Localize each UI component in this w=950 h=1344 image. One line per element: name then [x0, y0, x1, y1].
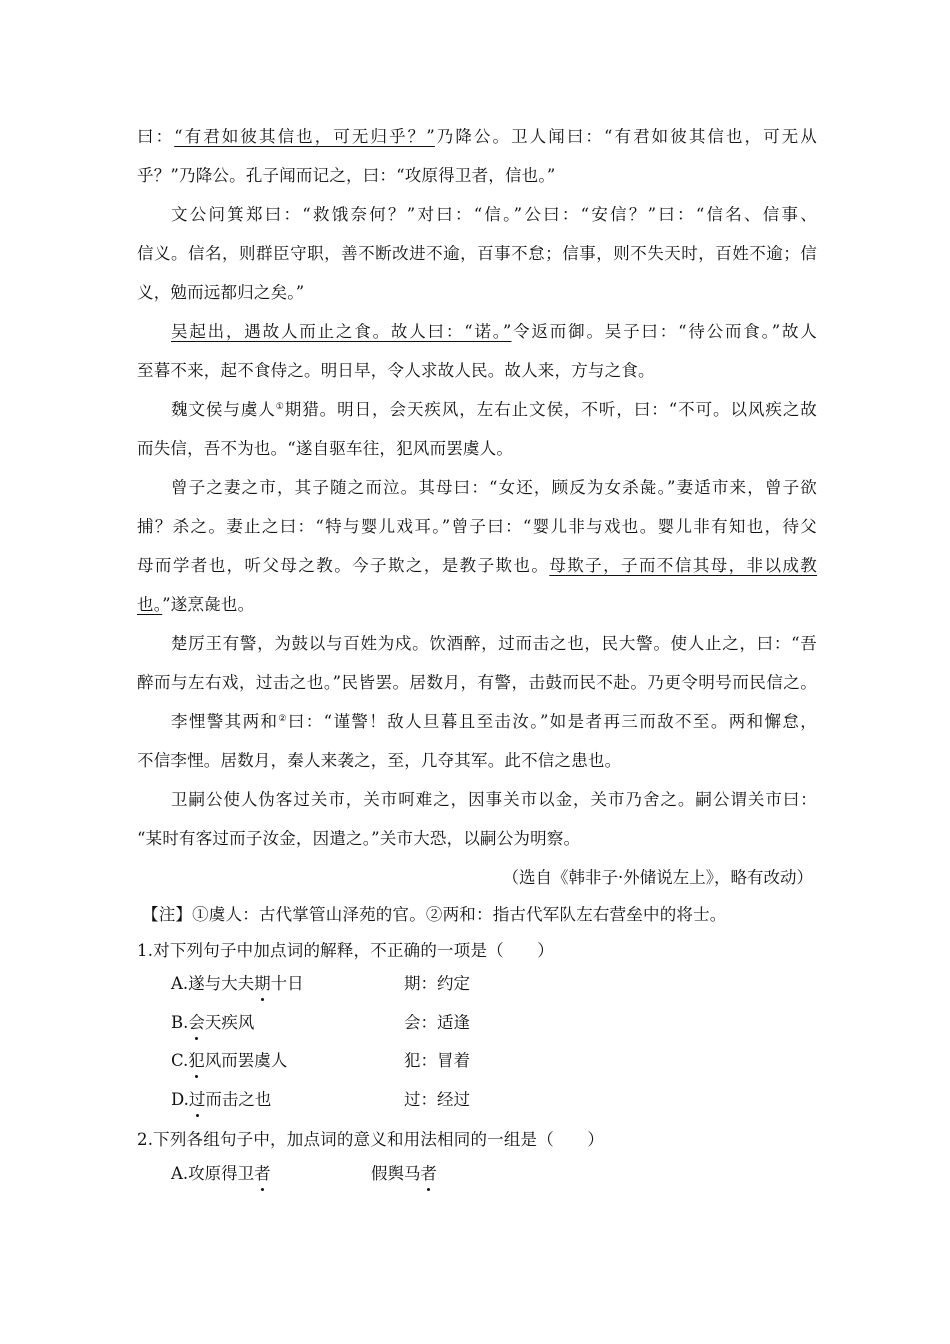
- passage-line: 母而学者也，听父母之教。今子欺之，是教子欺也。母欺子，子而不信其母，非以成教: [137, 556, 818, 575]
- underlined-sentence: 也。: [137, 595, 163, 614]
- passage-line: 魏文侯与虞人①期猎。明日，会天疾风，左右止文侯，不听，曰：“不可。以风疾之故: [171, 400, 818, 419]
- question-1-stem: 1.对下列句子中加点词的解释，不正确的一项是（ ）: [137, 941, 554, 960]
- passage-line: 李悝警其两和②曰：“谨警！敌人旦暮且至击汝。”如是者再三而敌不至。两和懈怠，: [171, 712, 817, 731]
- passage-line: 乎？”乃降公。孔子闻而记之，曰：“攻原得卫者，信也。”: [137, 166, 556, 185]
- passage-line: 卫嗣公使人伪客过关市，关市呵难之，因事关市以金，关市乃舍之。嗣公谓关市曰：: [171, 790, 817, 809]
- passage-line: “某时有客过而子汝金，因遣之。”关市大恐，以嗣公为明察。: [137, 829, 581, 848]
- passage-line: 信义。信名，则群臣守职，善不断改进不逾，百事不怠；信事，则不失天时，百姓不逾；信: [137, 244, 817, 263]
- question-2-stem: 2.下列各组句子中，加点词的意义和用法相同的一组是（ ）: [137, 1130, 605, 1149]
- question-2-option-a: A.攻原得卫者: [171, 1162, 271, 1186]
- dotted-word: 者: [421, 1162, 438, 1186]
- underlined-sentence: 吴起出，遇故人而止之食。故人曰：“诺。”: [171, 322, 512, 341]
- question-1-option-c: C.犯风而罢虞人: [171, 1049, 287, 1073]
- source-citation: （选自《韩非子·外储说左上》，略有改动）: [502, 868, 813, 887]
- question-1-option-a: A.遂与大夫期十日: [171, 972, 304, 996]
- dotted-word: 犯: [188, 1049, 205, 1073]
- question-1-option-b-explain: 会：适逢: [404, 1013, 470, 1032]
- question-1-option-c-explain: 犯：冒着: [404, 1051, 470, 1070]
- question-1-option-d: D.过而击之也: [171, 1088, 271, 1112]
- passage-line: 曰：“有君如彼其信也，可无归乎？”乃降公。卫人闻曰：“有君如彼其信也，可无从: [137, 127, 818, 146]
- question-1-option-b: B.会天疾风: [171, 1011, 254, 1035]
- question-2-option-a-second: 假舆马者: [371, 1162, 437, 1186]
- footnote-marker: ①: [275, 402, 285, 412]
- footnote-marker: ②: [278, 714, 288, 724]
- underlined-sentence: “有君如彼其信也，可无归乎？”: [174, 127, 435, 146]
- underlined-sentence: 母欺子，子而不信其母，非以成教: [549, 556, 818, 575]
- passage-line: 醉而与左右戏，过击之也。”民皆罢。居数月，有警，击鼓而民不赴。乃更令明号而民信之。: [137, 673, 817, 692]
- passage-line: 楚厉王有警，为鼓以与百姓为戍。饮酒醉，过而击之也，民大警。使人止之，曰：“吾: [171, 634, 817, 653]
- dotted-word: 者: [254, 1162, 271, 1186]
- passage-line: 义，勉而远都归之矣。”: [137, 283, 305, 302]
- dotted-word: 期: [254, 972, 271, 996]
- footnote: 【注】①虞人：古代掌管山泽苑的官。②两和：指古代军队左右营垒中的将士。: [142, 905, 727, 924]
- passage-line: 不信李悝。居数月，秦人来袭之，至，几夺其军。此不信之患也。: [137, 751, 622, 770]
- passage-line: 也。”遂烹彘也。: [137, 595, 255, 614]
- passage-line: 至暮不来，起不食侍之。明日早，令人求故人民。故人来，方与之食。: [137, 361, 655, 380]
- dotted-word: 会: [188, 1011, 205, 1035]
- question-1-option-a-explain: 期：约定: [404, 974, 470, 993]
- question-1-option-d-explain: 过：经过: [404, 1090, 470, 1109]
- dotted-word: 过: [189, 1088, 206, 1112]
- passage-line: 文公问箕郑曰：“救饿奈何？”对曰：“信。”公曰：“安信？”曰：“信名、信事、: [171, 205, 817, 224]
- passage-line: 捕？杀之。妻止之曰：“特与婴儿戏耳。”曾子曰：“婴儿非与戏也。婴儿非有知也，待父: [137, 517, 817, 536]
- passage-line: 而失信，吾不为也。“遂自驱车往，犯风而罢虞人。: [137, 439, 514, 458]
- passage-line: 吴起出，遇故人而止之食。故人曰：“诺。”令返而御。吴子曰：“待公而食。”故人: [171, 322, 817, 341]
- passage-line: 曾子之妻之市，其子随之而泣。其母曰：“女还，顾反为女杀彘。”妻适市来，曾子欲: [171, 478, 817, 497]
